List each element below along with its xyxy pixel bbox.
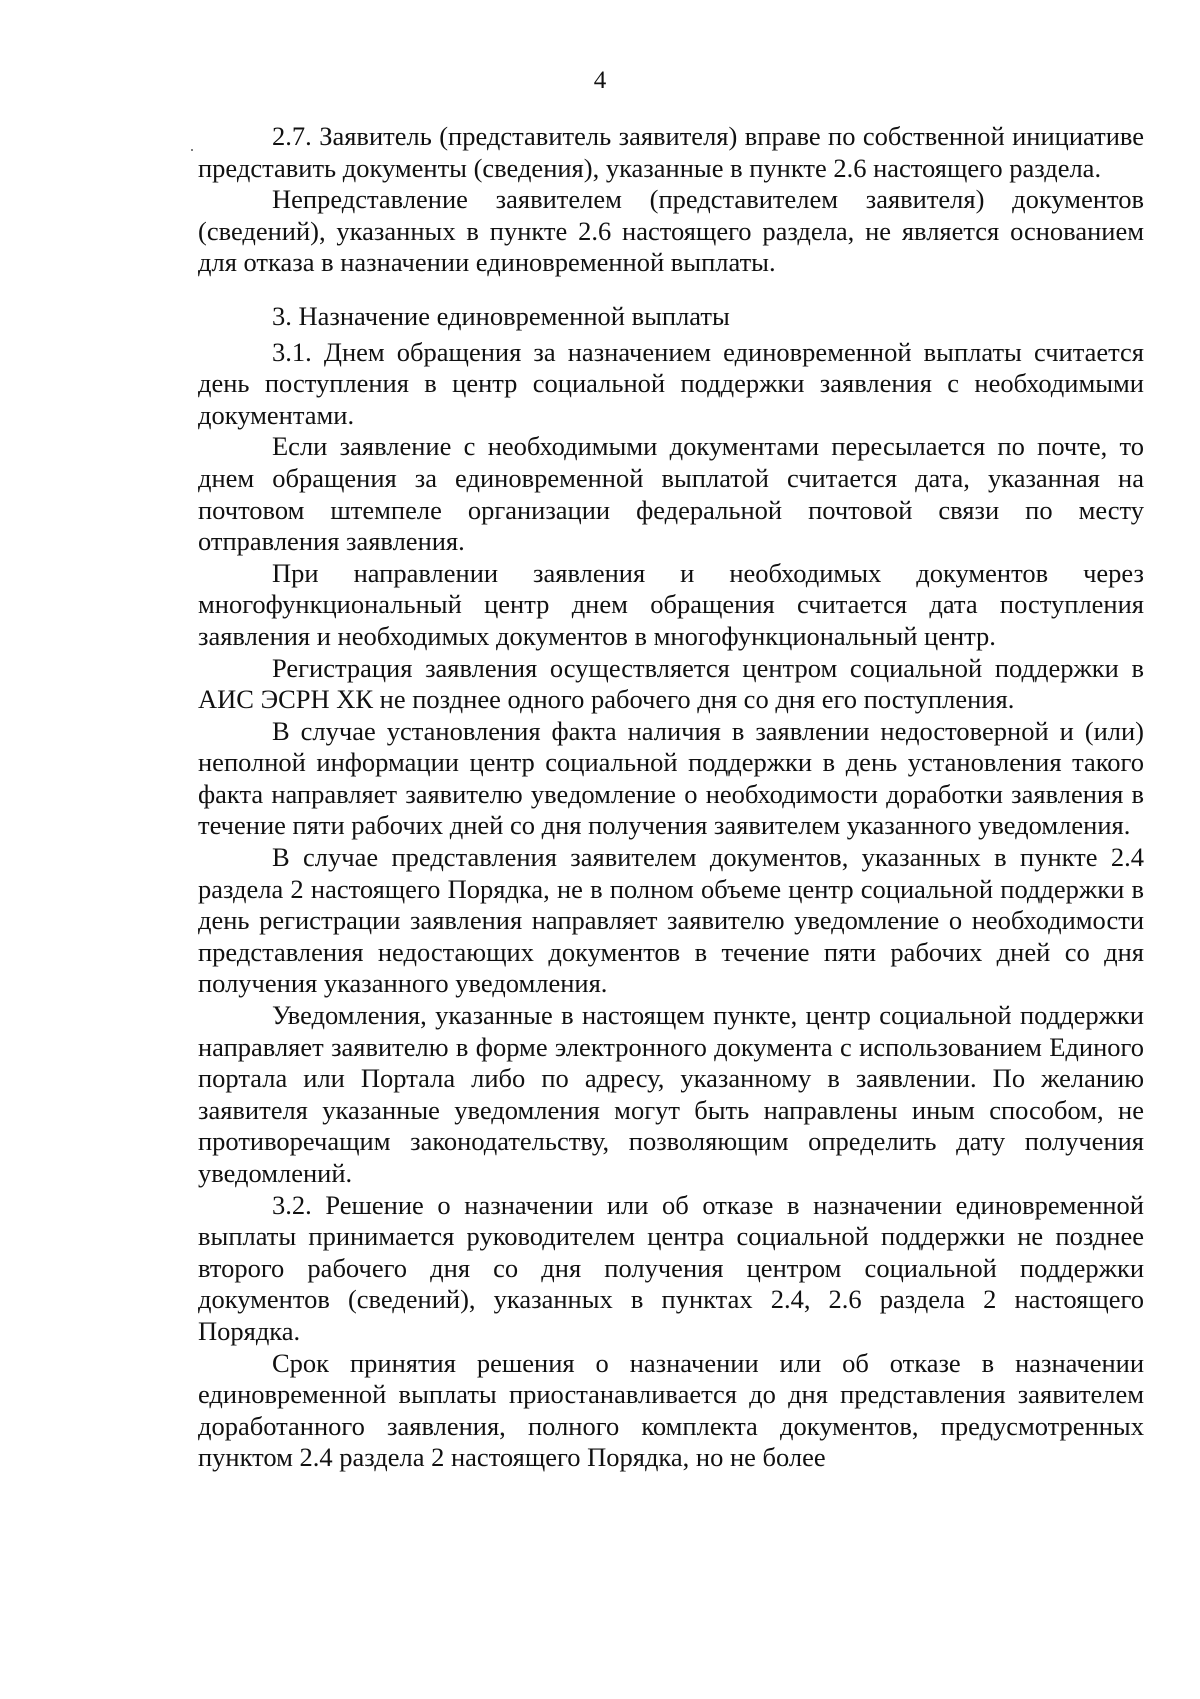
section-3-heading: 3. Назначение единовременной выплаты bbox=[272, 300, 730, 331]
paragraph-2-7: 2.7. Заявитель (представитель заявителя) вправе по собственной инициативе представить документы (сведения), указанные в пункте 2.6 настоящего раздела. bbox=[198, 121, 1144, 183]
page-number: 4 bbox=[593, 67, 607, 94]
paragraph-2-7-continued: Непредставление заявителем (представителем заявителя) документов (сведений), указанных в пункте 2.6 настоящего раздела, не является основанием для отказа в назначении единовременной выплаты. bbox=[198, 184, 1144, 278]
paragraph-3-1-mfc: При направлении заявления и необходимых документов через многофункциональный центр днем обращения считается дата поступления заявления и необходимых документов в многофункциональный центр. bbox=[198, 557, 1144, 651]
paragraph-3-2-term: Срок принятия решения о назначении или об отказе в назначении единовременной выплаты приостанавливается до дня представления заявителем доработанного заявления, полного комплекта документов, предусмотренных пунктом 2.4 раздела 2 настоящего Порядка, но не более bbox=[198, 1347, 1144, 1473]
paragraph-3-1-notifications: Уведомления, указанные в настоящем пункте, центр социальной поддержки направляет заявителю в форме электронного документа с использованием Единого портала или Портала либо по адресу, указанному в заявлении. По желанию заявителя указанные уведомления могут быть направлены иным способом, не противоречащим законодательству, позволяющим определить дату получения уведомлений. bbox=[198, 1000, 1144, 1188]
paragraph-3-2: 3.2. Решение о назначении или об отказе в назначении единовременной выплаты принимается руководителем центра социальной поддержки не позднее второго рабочего дня со дня получения центром социальной поддержки документов (сведений), указанных в пунктах 2.4, 2.6 раздела 2 настоящего Порядка. bbox=[198, 1189, 1144, 1346]
paragraph-3-1: 3.1. Днем обращения за назначением единовременной выплаты считается день поступления в центр социальной поддержки заявления с необходимыми документами. bbox=[198, 336, 1144, 430]
document-body bbox=[198, 121, 1144, 1474]
scan-speck bbox=[191, 149, 193, 151]
paragraph-3-1-mail: Если заявление с необходимыми документами пересылается по почте, то днем обращения за единовременной выплатой считается дата, указанная на почтовом штемпеле организации федеральной почтовой связи по месту отправления заявления. bbox=[198, 431, 1144, 557]
paragraph-3-1-incomplete-docs: В случае представления заявителем документов, указанных в пункте 2.4 раздела 2 настоящего Порядка, не в полном объеме центр социальной поддержки в день регистрации заявления направляет заявителю уведомление о необходимости представления недостающих документов в течение пяти рабочих дней со дня получения указанного уведомления. bbox=[198, 842, 1144, 999]
paragraph-3-1-registration: Регистрация заявления осуществляется центром социальной поддержки в АИС ЭСРН ХК не позднее одного рабочего дня со дня его поступления. bbox=[198, 652, 1144, 715]
paragraph-3-1-inaccurate-info: В случае установления факта наличия в заявлении недостоверной и (или) неполной информации центр социальной поддержки в день установления такого факта направляет заявителю уведомление о необходимости доработки заявления в течение пяти рабочих дней со дня получения заявителем указанного уведомления. bbox=[198, 715, 1144, 841]
